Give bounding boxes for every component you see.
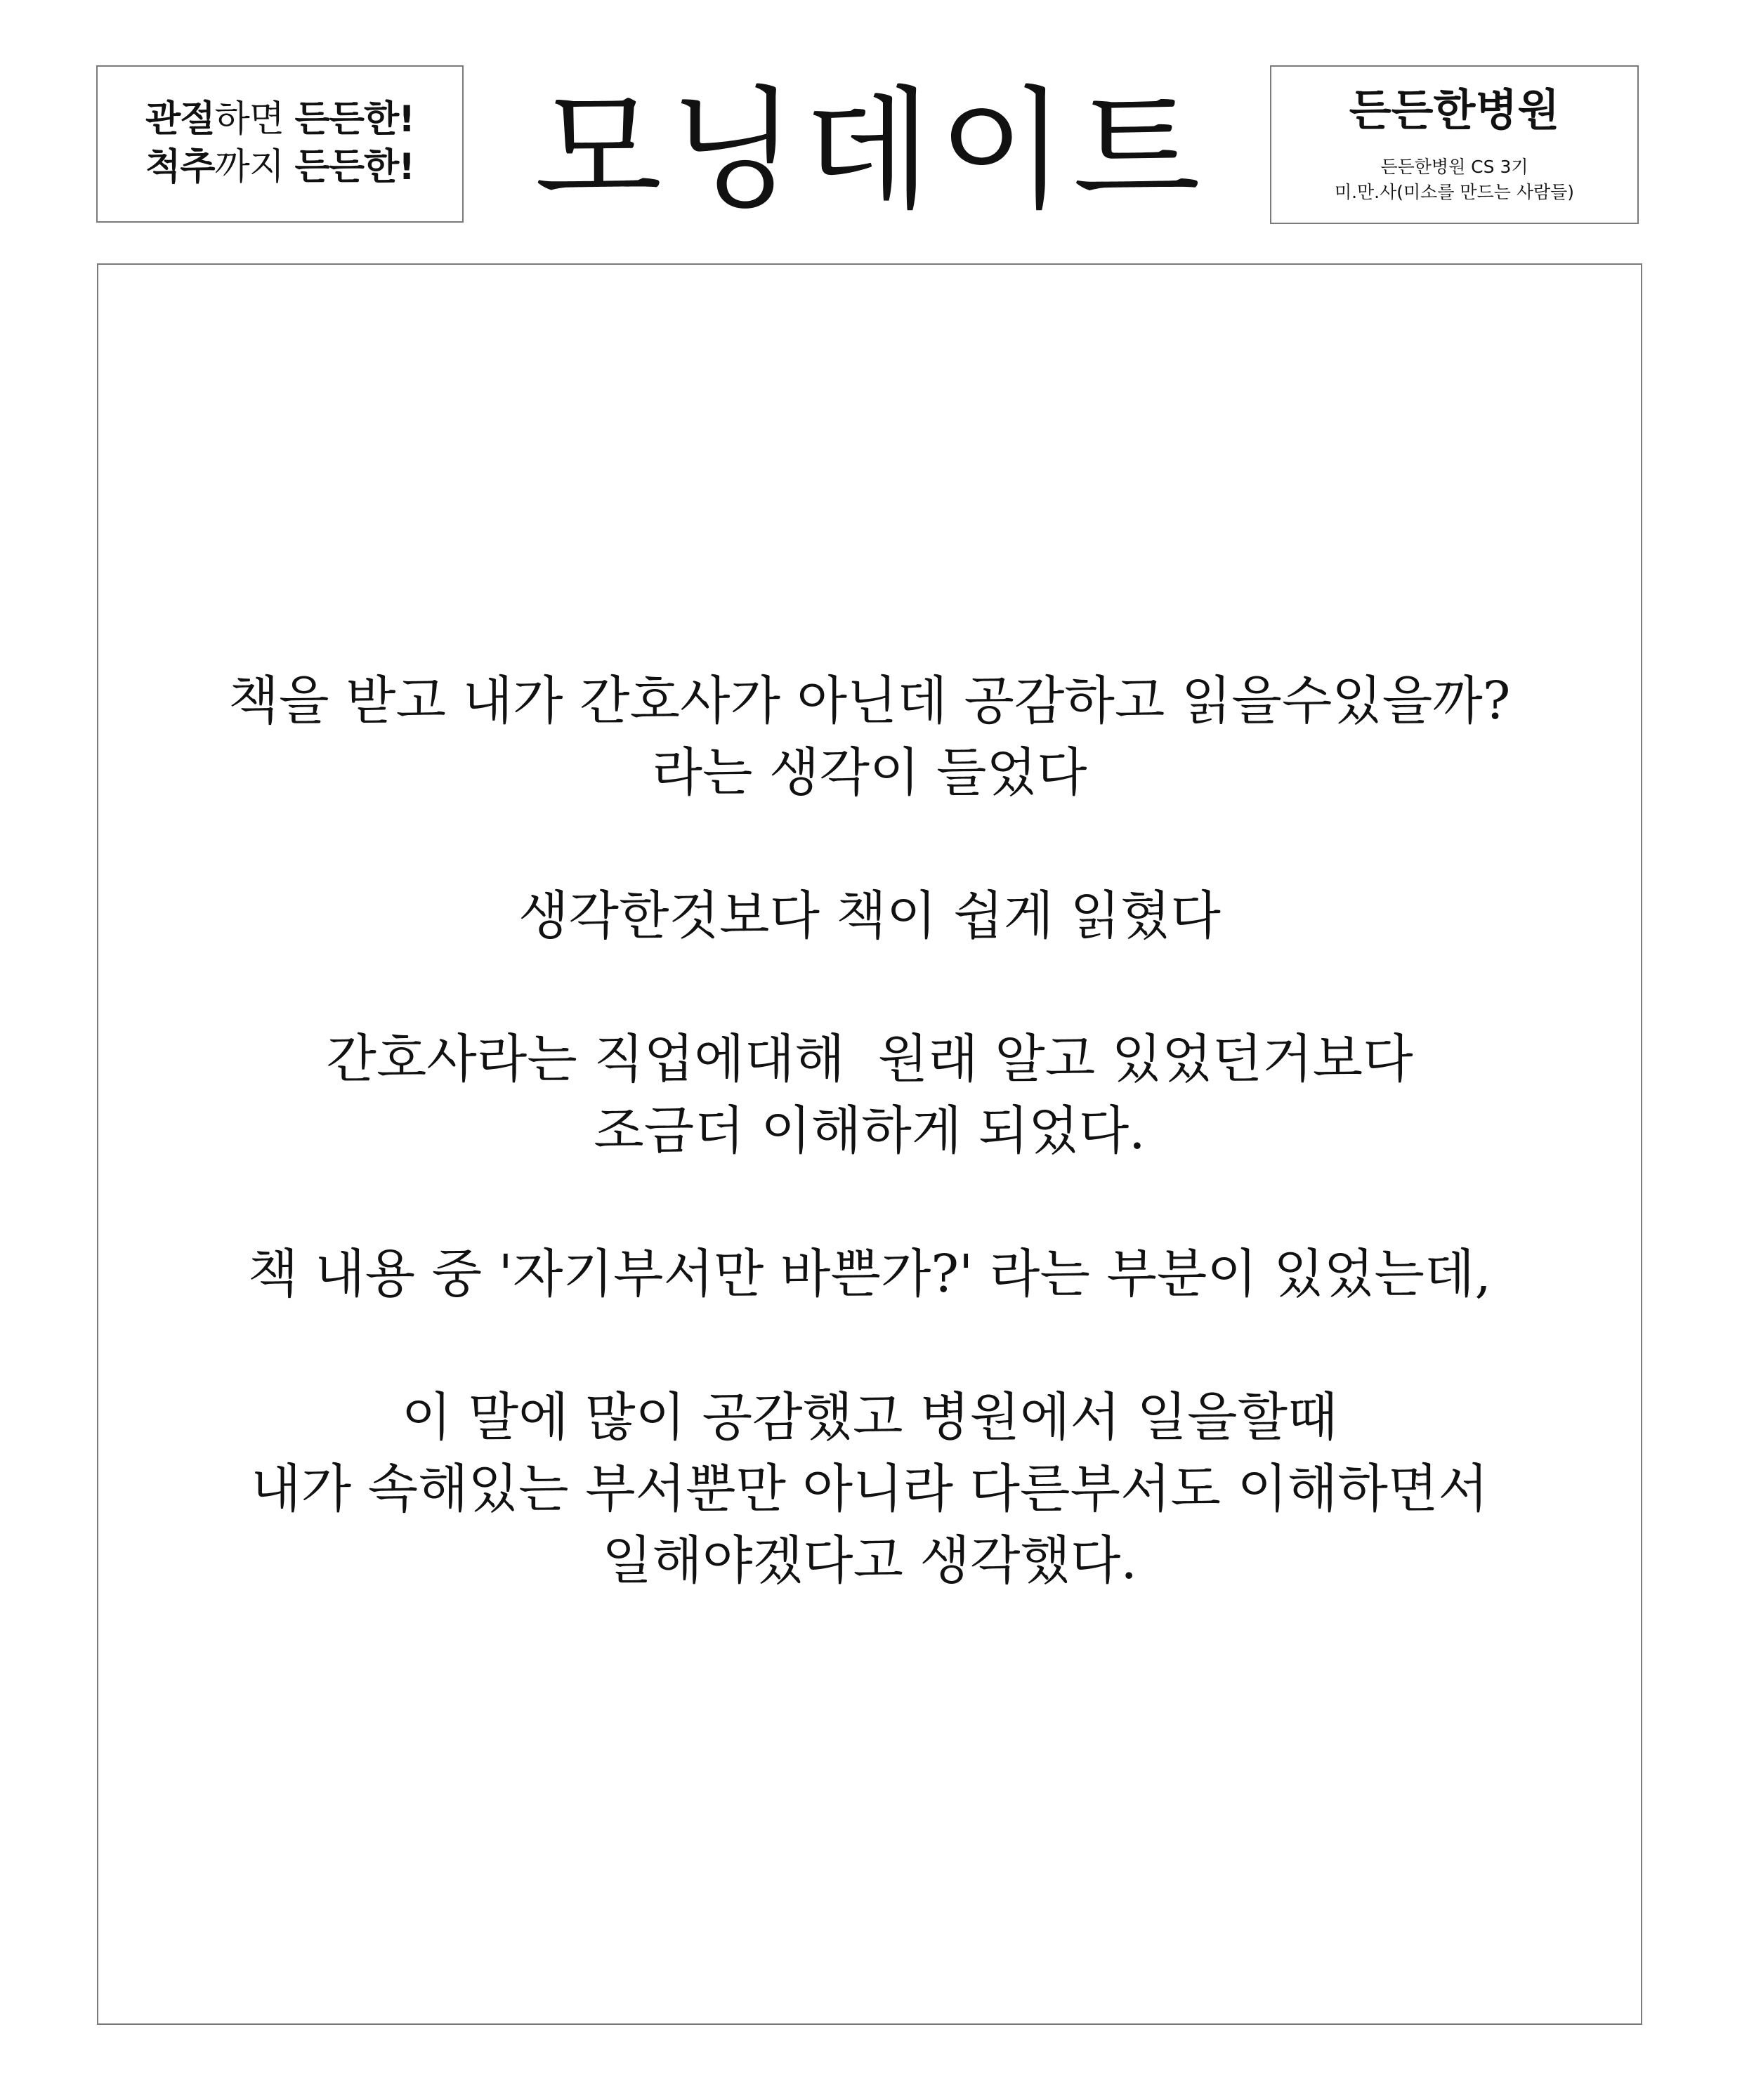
paragraph (98, 665, 1641, 808)
slogan-keyword: 관절 (145, 98, 215, 141)
slogan-emphasis: 든든한! (294, 98, 414, 141)
text-line: 일해야겠다고 생각했다. (602, 1530, 1137, 1591)
text-line: 이 말에 많이 공감했고 병원에서 일을할때 (401, 1387, 1338, 1448)
brand-name: 든든한병원 (1349, 84, 1560, 136)
text-line: 라는 생각이 들었다 (652, 742, 1087, 803)
text-line: 책 내용 중 '자기부서만 바쁜가?' 라는 부분이 있었는데, (248, 1244, 1491, 1304)
text-line: 책을 받고 내가 간호사가 아닌데 공감하고 읽을수있을까? (228, 671, 1511, 731)
text-line: 생각한것보다 책이 쉽게 읽혔다 (518, 886, 1221, 946)
brand-subtitle-line: 든든한병원 CS 3기 (1380, 156, 1528, 177)
slogan-keyword: 척추 (145, 146, 215, 188)
paragraph (98, 1023, 1641, 1167)
slogan-line-2 (145, 144, 414, 192)
slogan-text: 까지 (214, 146, 295, 188)
paragraph (98, 1382, 1641, 1596)
content-frame (97, 263, 1642, 2025)
brand-subtitle-line: 미.만.사(미소를 만드는 사람들) (1334, 182, 1575, 203)
brand-box (1270, 65, 1639, 224)
masthead-title: 모닝데이트 (534, 74, 1208, 228)
paragraph (98, 880, 1641, 952)
slogan-text: 하면 (214, 98, 295, 141)
slogan-emphasis: 든든한! (294, 146, 414, 188)
brand-subtitle (1335, 155, 1574, 206)
slogan-line-1 (145, 96, 414, 144)
text-line: 간호사라는 직업에대해 원래 알고 있었던거보다 (326, 1029, 1413, 1089)
paragraph (98, 1238, 1641, 1310)
text-line: 내가 속해있는 부서뿐만 아니라 다른부서도 이해하면서 (251, 1459, 1488, 1519)
text-line: 조금더 이해하게 되었다. (594, 1101, 1146, 1161)
slogan-box (96, 65, 464, 223)
body-text (98, 665, 1641, 1596)
